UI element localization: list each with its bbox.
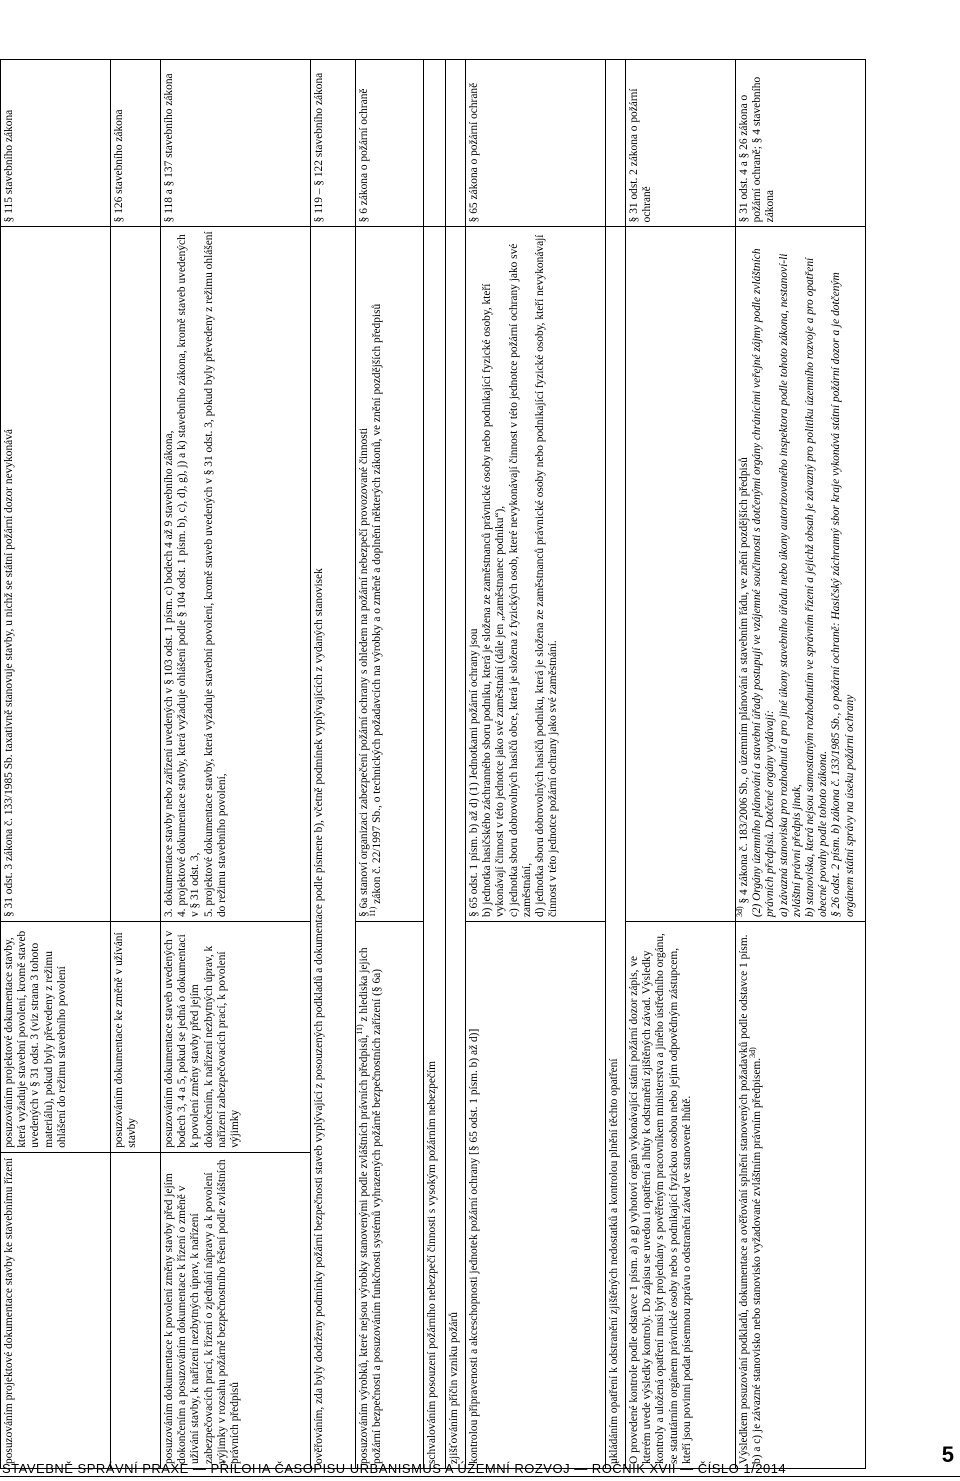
table-cell: posuzováním dokumentace staveb uvedených v bodech 3, 4 a 5, pokud se jedná o dokumentaci k povolení změny stavby před jejím dokončením, k nařízení nezbytných úprav, k nařízení zabezpečovacích prací, k povolení výjimky (161, 922, 311, 1153)
table-cell: ukládáním opatření k odstranění zjištěných nedostatků a kontrolou plnění těchto opatření (606, 227, 626, 1469)
text-line: § 26 odst. 2 písm. b) zákona č. 133/1985 Sb., o požární ochraně: Hasičský záchranný sbor kraje vykonává státní požární dozor a je dotčeným orgánem státní správy na úseku požární ochrany (830, 272, 856, 918)
regulation-table (0, 59, 866, 1469)
table-cell: posuzováním projektové dokumentace stavby, která vyžaduje stavební povolení, kromě staveb uvedených v § 31 odst. 3 (viz strana 3 tohoto materiálu), pokud byly převedeny z režimu ohlášení do režimu stavebního povolení (1, 922, 111, 1153)
table-cell (356, 922, 424, 1469)
table-cell-ref: § 119 – § 122 stavebního zákona (311, 60, 356, 227)
table-cell-ref (446, 60, 466, 227)
text-line: § 6a stanoví organizaci zabezpečení požární ochrany s ohledem na požární nebezpečí provozované činnosti (358, 427, 370, 918)
table-row (446, 60, 466, 1469)
table-row (161, 60, 311, 1469)
table-row (424, 60, 446, 1469)
table-row (1, 60, 111, 1469)
table-cell: O provedené kontrole podle odstavce 1 písm. a) a g) vyhotoví orgán vykonávající státní požární dozor zápis, ve kterém uvede výsledky kontroly. Do zápisu se uvedou i opatření a lhůty k odstranění zjištěných závad. Výsledky kontroly a uložená opatření musí být projednány s pověřeným pracovníkem ministerstva a jiného ústředního orgánu, se statutárním orgánem právnické osoby nebo s podnikající fyzickou osobou nebo jejím odpovědným zástupcem, kteří jsou povinni podat písemnou zprávu o odstranění závad ve stanovené lhůtě. (626, 922, 736, 1469)
text-line: 3. dokumentace stavby nebo zařízení uvedených v § 103 odst. 1 písm. c) bodech 4 až 9 stavebního zákona, (163, 430, 175, 918)
table-cell (111, 227, 161, 922)
table-cell: posuzováním dokumentace ke změně v užívání stavby (111, 922, 161, 1153)
footnote-marker: 11) (368, 906, 378, 918)
text-run: z hlediska jejich požární bezpečnosti a posuzováním funkčnosti systémů vyhrazených požárně bezpečnostních zařízení (§ 6a) (358, 947, 384, 1464)
table-cell (356, 227, 424, 922)
table-cell: posuzováním dokumentace k povolení změny stavby před jejím dokončením a posuzováním dokumentace k řízení o změně v užívání stavby, k nařízení nezbytných úprav, k nařízení zabezpečovacích prací, k řízení o zjednání nápravy a k povolení výjimky v rozsahu požárně bezpečnostního řešení podle zvláštních právních předpisů (161, 1152, 311, 1468)
table-cell-ref (606, 60, 626, 227)
text-line: b) stanoviska, která nejsou samostatným rozhodnutím ve správním řízení a jejichž obsah je závazný pro politiku územního rozvoje a pro opatření obecné povahy podle tohoto zákona. (804, 257, 830, 918)
table-row (311, 60, 356, 1469)
footer-title: STAVEBNĚ SPRÁVNÍ PRAXE — PŘÍLOHA ČASOPISU URBANISMUS A ÚZEMNÍ ROZVOJ — ROČNÍK XVII — ČÍSLO 1/2014 (2, 1461, 787, 1476)
table-cell-ref: § 118 a § 137 stavebního zákona (161, 60, 311, 227)
table-cell: ověřováním, zda byly dodrženy podmínky požární bezpečnosti staveb vyplývající z posouzených podkladů a dokumentace podle písmene b), včetně podmínek vyplývajících z vydaných stanovisek (311, 227, 356, 1469)
table-cell-ref: § 6 zákona o požární ochraně (356, 60, 424, 227)
table-cell (466, 227, 606, 922)
table-cell: § 31 odst. 3 zákona č. 133/1985 Sb. taxativně stanovuje stavby, u nichž se státní požární dozor nevykonává (1, 227, 111, 922)
page-number: 5 (941, 1442, 954, 1467)
table-row (626, 60, 736, 1469)
table-cell (111, 1152, 161, 1468)
text-line: 5. projektové dokumentace stavby, která vyžaduje stavební povolení, kromě staveb uvedených v § 31 odst. 3, pokud byly převedeny z režimu ohlášení do režimu stavebního povolení, (202, 231, 228, 918)
document-table-wrapper (0, 59, 955, 1469)
text-line (735, 231, 751, 918)
footnote-marker: 3d) (748, 1047, 758, 1058)
text-line (368, 231, 384, 918)
table-cell: schvalováním posouzení požárního nebezpečí činnosti s vysokým požárním nebezpečím (424, 227, 446, 1469)
table-cell: kontrolou připravenosti a akceschopnosti jednotek požární ochrany [§ 65 odst. 1 písm. b) až d)] (466, 922, 606, 1469)
table-cell-ref: § 65 zákona o požární ochraně (466, 60, 606, 227)
table-cell (161, 227, 311, 922)
text-run: zákon č. 22/1997 Sb., o technických požadavcích na výrobky a o změně a doplnění některých zákonů, ve znění pozdějších předpisů (371, 303, 384, 904)
text-line: (2) Orgány územního plánování a stavební úřady postupují ve vzájemné součinnosti s dotčenými orgány chránícími veřejné zájmy podle zvláštních právních předpisů. Dotčené orgány vydávají: (751, 248, 777, 918)
footer-rule (0, 1476, 960, 1477)
text-line: d) jednotka sboru dobrovolných hasičů podniku, která je složena ze zaměstnanců právnické osoby nebo podnikající fyzické osoby, kteří nevykonávají činnost v této jednotce požární ochrany jako své zaměstnání. (534, 234, 560, 918)
text-run: Výsledkem posuzování podkladů, dokumentace a ověřování splnění stanovených požadavků podle odstavce 1 písm. b) a c) je závazné stanovisko nebo stanovisko vyžadované zvláštním právním předpisem. (738, 934, 764, 1464)
table-row (606, 60, 626, 1469)
table-cell-ref: § 126 stavebního zákona (111, 60, 161, 227)
text-run: posuzováním výrobků, které nejsou výrobky stanovenými podle zvláštních právních předpisů, (358, 1034, 370, 1464)
text-line: c) jednotka sboru dobrovolných hasičů obce, která je složena z fyzických osob, které nevykonávají činnost v této jednotce požární ochrany jako své zaměstnání, (507, 243, 533, 918)
table-cell (626, 227, 736, 922)
table-cell (736, 227, 866, 922)
text-run: § 4 zákona č. 183/2006 Sb., o územním plánování a stavebním řádu, ve znění pozdějších předpisů (738, 457, 750, 904)
table-cell-ref: § 31 odst. 4 a § 26 zákona o požární ochraně; § 4 stavebního zákona (736, 60, 866, 227)
table-cell (736, 922, 866, 1469)
table-row (111, 60, 161, 1469)
rotated-page (0, 61, 960, 1481)
table-row (466, 60, 606, 1469)
table-cell-ref (424, 60, 446, 227)
table-cell: zjišťováním příčin vzniku požárů (446, 227, 466, 1469)
text-line: b) jednotka hasičského záchranného sboru podniku, která je složena ze zaměstnanců právnické osoby nebo podnikající fyzické osoby, kteří vykonávají činnost v této jednotce jako své zaměstnání (dále jen „zaměstnanec podniku“), (481, 283, 507, 918)
table-cell-ref: § 115 stavebního zákona (1, 60, 111, 227)
page-footer (0, 1442, 960, 1478)
table-row (736, 60, 866, 1469)
text-line: § 65 odst. 1 písm. b) až d) (1) Jednotkami požární ochrany jsou (468, 628, 480, 918)
footnote-marker: 11) (355, 1024, 365, 1035)
table-cell-ref: § 31 odst. 2 zákona o požární ochraně (626, 60, 736, 227)
table-cell: posuzováním projektové dokumentace stavby ke stavebnímu řízení (1, 1152, 111, 1468)
footnote-marker: 3d) (735, 906, 745, 918)
text-line: a) závazná stanoviska pro rozhodnutí a pro jiné úkony stavebního úřadu nebo úkony autorizovaného inspektora podle tohoto zákona, nestanoví-li zvláštní právní předpis jinak, (777, 253, 803, 918)
table-row (356, 60, 424, 1469)
text-line: 4. projektové dokumentace stavby, která vyžaduje ohlášení podle § 104 odst. 1 písm. b), c), d), g), j) a k) stavebního zákona, kromě staveb uvedených v § 31 odst. 3, (176, 234, 202, 918)
